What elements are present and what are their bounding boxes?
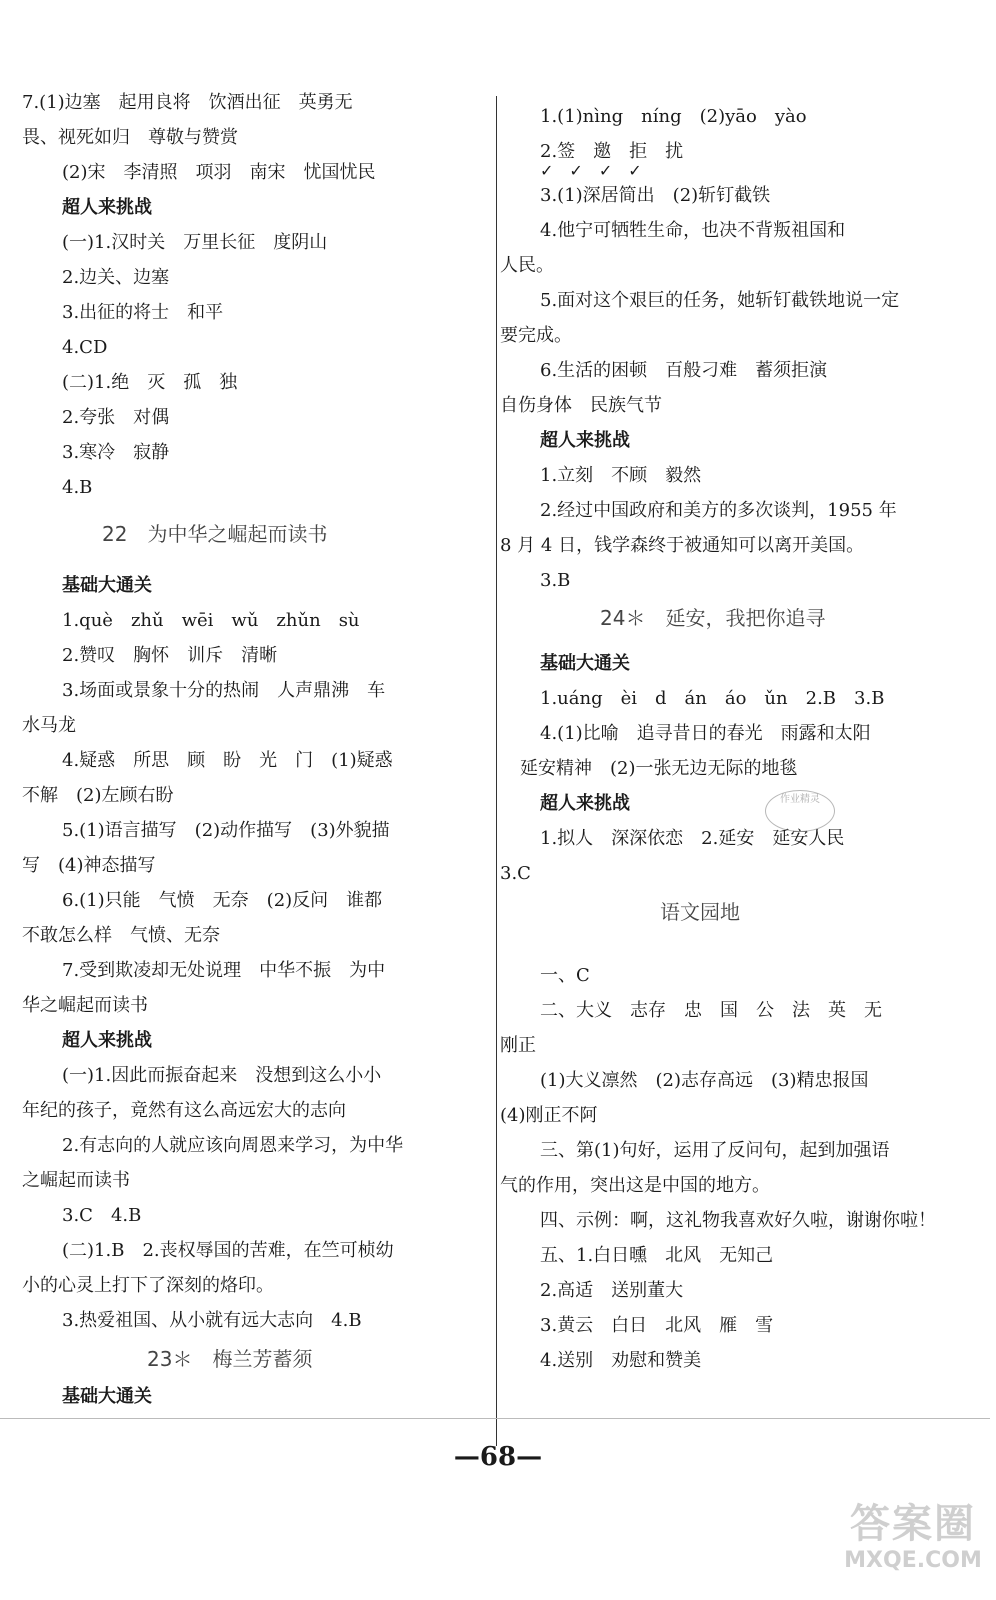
text-line: 要完成。 bbox=[500, 325, 572, 346]
text-line: 3.出征的将士 和平 bbox=[62, 302, 224, 323]
text-line: 1.uáng èi d án áo ǔn 2.B 3.B bbox=[540, 688, 885, 709]
section-label: 基础大通关 bbox=[62, 1386, 152, 1407]
text-line: 1.拟人 深深依恋 2.延安 延安人民 bbox=[540, 828, 845, 849]
text-line: 1.(1)nìng níng (2)yāo yào bbox=[540, 106, 807, 127]
text-line: 写 (4)神态描写 bbox=[22, 855, 156, 876]
text-line: 5.面对这个艰巨的任务，她斩钉截铁地说一定 bbox=[540, 290, 900, 311]
text-line: (一)1.汉时关 万里长征 度阴山 bbox=[62, 232, 328, 253]
text-line: 4.CD bbox=[62, 337, 108, 358]
text-line: 华之崛起而读书 bbox=[22, 995, 148, 1016]
text-line: 三、第(1)句好，运用了反问句，起到加强语 bbox=[540, 1140, 890, 1161]
text-line: 2.赞叹 胸怀 训斥 清晰 bbox=[62, 645, 278, 666]
text-line: 年纪的孩子，竟然有这么高远宏大的志向 bbox=[22, 1100, 346, 1121]
lesson-24-heading: 24＊ 延安，我把你追寻 bbox=[600, 606, 826, 630]
text-line: 4.B bbox=[62, 477, 93, 498]
underlined-answer: 小的心灵上打下了深刻的烙印。 bbox=[22, 1275, 274, 1297]
text-line: 四、示例：啊，这礼物我喜欢好久啦，谢谢你啦！ bbox=[540, 1210, 936, 1231]
underlined-line bbox=[540, 500, 960, 522]
text-line: 3.C 4.B bbox=[62, 1205, 142, 1226]
text-line: 3.C bbox=[500, 863, 531, 884]
text-line: 6.生活的困顿 百般刁难 蓄须拒演 bbox=[540, 360, 828, 381]
underlined-answer: 8 月 4 日，钱学森终于被通知可以离开美国。 bbox=[500, 535, 864, 557]
lesson-22-heading: 22 为中华之崛起而读书 bbox=[102, 522, 328, 546]
section-label: 超人来挑战 bbox=[62, 1030, 152, 1051]
underlined-line bbox=[22, 1275, 462, 1297]
section-label: 超人来挑战 bbox=[540, 430, 630, 451]
text-line: 之崛起而读书 bbox=[22, 1170, 130, 1191]
text-line: 1.què zhǔ wēi wǔ zhǔn sù bbox=[62, 610, 360, 631]
text-line: 不解 (2)左顾右盼 bbox=[22, 785, 174, 806]
text-line: 4.疑惑 所思 顾 盼 光 门 (1)疑惑 bbox=[62, 750, 393, 771]
column-divider bbox=[496, 96, 497, 1446]
underlined-line bbox=[22, 1240, 462, 1262]
watermark-logo bbox=[838, 1500, 988, 1590]
text-line: 3.寒冷 寂静 bbox=[62, 442, 170, 463]
text-line: 畏、视死如归 尊敬与赞赏 bbox=[22, 127, 238, 148]
bottom-rule bbox=[0, 1418, 990, 1419]
text-line: 4.他宁可牺牲生命，也决不背叛祖国和 bbox=[540, 220, 846, 241]
text-line: 二、大义 志存 忠 国 公 法 英 无 bbox=[540, 1000, 882, 1021]
underlined-line bbox=[500, 535, 960, 557]
check-marks: ✓ ✓ ✓ ✓ bbox=[540, 161, 642, 180]
text-line: 3.黄云 白日 北风 雁 雪 bbox=[540, 1315, 774, 1336]
answer-prefix: (二)1.B bbox=[62, 1240, 143, 1261]
text-line: 5.(1)语言描写 (2)动作描写 (3)外貌描 bbox=[62, 820, 390, 841]
text-line: 人民。 bbox=[500, 255, 554, 276]
section-label: 基础大通关 bbox=[540, 653, 630, 674]
text-line: 2.高适 送别董大 bbox=[540, 1280, 684, 1301]
text-line: 3.场面或景象十分的热闹 人声鼎沸 车 bbox=[62, 680, 386, 701]
text-line: 1.立刻 不顾 毅然 bbox=[540, 465, 702, 486]
text-line: 4.(1)比喻 追寻昔日的春光 雨露和太阳 bbox=[540, 723, 871, 744]
text-line: 7.受到欺凌却无处说理 中华不振 为中 bbox=[62, 960, 386, 981]
page-number: —68— bbox=[453, 1442, 543, 1472]
right-column bbox=[500, 106, 960, 1385]
text-line: 不敢怎么样 气愤、无奈 bbox=[22, 925, 220, 946]
text-line: (二)1.绝 灭 孤 独 bbox=[62, 372, 238, 393]
text-line: 3.(1)深居简出 (2)斩钉截铁 bbox=[540, 185, 771, 206]
text-line: 自伤身体 民族气节 bbox=[500, 395, 662, 416]
text-line: 2.有志向的人就应该向周恩来学习，为中华 bbox=[62, 1135, 404, 1156]
section-label: 超人来挑战 bbox=[540, 793, 630, 814]
text-line: (4)刚正不阿 bbox=[500, 1105, 598, 1126]
text-line: 3.热爱祖国、从小就有远大志向 4.B bbox=[62, 1310, 362, 1331]
text-line: 气的作用，突出这是中国的地方。 bbox=[500, 1175, 770, 1196]
stamp-mark: 作业精灵 bbox=[765, 790, 835, 832]
text-line: 一、C bbox=[540, 965, 590, 986]
left-column bbox=[22, 92, 462, 1421]
text-line: (1)大义凛然 (2)志存高远 (3)精忠报国 bbox=[540, 1070, 869, 1091]
underlined-answer: 2.丧权辱国的苦难，在竺可桢幼 bbox=[142, 1240, 393, 1262]
text-line: 2.签 邀 拒 扰 bbox=[540, 141, 684, 162]
text-line: (2)宋 李清照 项羽 南宋 忧国忧民 bbox=[62, 162, 376, 183]
watermark-title: 答案圈 bbox=[850, 1501, 976, 1547]
text-line: 五、1.白日曛 北风 无知己 bbox=[540, 1245, 774, 1266]
underlined-answer: 2.经过中国政府和美方的多次谈判，1955 年 bbox=[540, 500, 897, 522]
yuwen-yuandi-heading: 语文园地 bbox=[660, 900, 740, 924]
text-line: 2.边关、边塞 bbox=[62, 267, 170, 288]
text-line: (一)1.因此而振奋起来 没想到这么小小 bbox=[62, 1065, 382, 1086]
text-line: 3.B bbox=[540, 570, 571, 591]
section-label: 基础大通关 bbox=[62, 575, 152, 596]
watermark-url: MXQE.COM bbox=[844, 1548, 982, 1573]
text-line: 刚正 bbox=[500, 1035, 536, 1056]
lesson-23-heading: 23＊ 梅兰芳蓄须 bbox=[147, 1347, 313, 1371]
text-line: 7.(1)边塞 起用良将 饮酒出征 英勇无 bbox=[22, 92, 353, 113]
text-line: 2.夸张 对偶 bbox=[62, 407, 170, 428]
text-line: 4.送别 劝慰和赞美 bbox=[540, 1350, 702, 1371]
section-label: 超人来挑战 bbox=[62, 197, 152, 218]
text-line: 延安精神 (2)一张无边无际的地毯 bbox=[520, 758, 798, 779]
text-line: 6.(1)只能 气愤 无奈 (2)反问 谁都 bbox=[62, 890, 383, 911]
text-line: 水马龙 bbox=[22, 715, 76, 736]
